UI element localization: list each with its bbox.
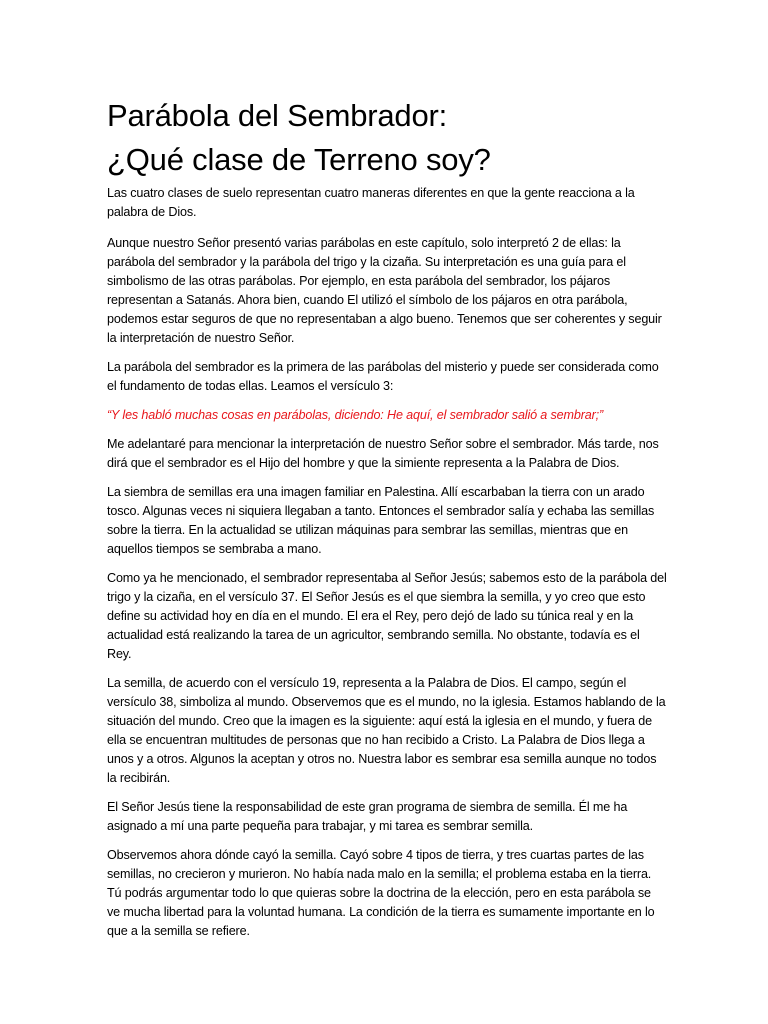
paragraph-sower-jesus: Como ya he mencionado, el sembrador representaba al Señor Jesús; sabemos esto de la parábola del trigo y la cizaña, en el versículo 37. El Señor Jesús es el que siembra la semilla, y yo creo que esto define su actividad hoy en día en el mundo. El era el Rey, pero dejó de lado su túnica real y en la actualidad está realizando la tarea de un agricultor, sembrando semilla. No obstante, todavía es el Rey. [107, 571, 667, 661]
title-line-1: Parábola del Sembrador: [107, 98, 448, 133]
paragraph-sowing-palestine: La siembra de semillas era una imagen familiar en Palestina. Allí escarbaban la tierra con un arado tosco. Algunas veces ni siquiera llegaban a tanto. Entonces el sembrador salía y echaba las semillas sobre la tierra. En la actualidad se utilizan máquinas para sembrar las semillas, mientras que en aquellos tiempos se sembraba a mano. [107, 485, 655, 556]
paragraph-intro: Las cuatro clases de suelo representan cuatro maneras diferentes en que la gente reacciona a la palabra de Dios. [107, 186, 635, 219]
paragraph-four-soils: Observemos ahora dónde cayó la semilla. Cayó sobre 4 tipos de tierra, y tres cuartas partes de las semillas, no crecieron y murieron. No había nada malo en la semilla; el problema estaba en la tierra. Tú podrás argumentar todo lo que quieras sobre la doctrina de la elección, pero en esta parábola se ve mucha libertad para la voluntad humana. La condición de la tierra es sumamente importante en lo que a la semilla se refiere. [107, 848, 655, 938]
paragraph-responsibility: El Señor Jesús tiene la responsabilidad de este gran programa de siembra de semilla. Él me ha asignado a mí una parte pequeña para trabajar, y mi tarea es sembrar semilla. [107, 800, 628, 833]
paragraph-mystery-parables: La parábola del sembrador es la primera de las parábolas del misterio y puede ser considerada como el fundamento de todas ellas. Leamos el versículo 3: [107, 360, 659, 393]
paragraph-seed-word: La semilla, de acuerdo con el versículo 19, representa a la Palabra de Dios. El campo, según el versículo 38, simboliza al mundo. Observemos que es el mundo, no la iglesia. Estamos hablando de la situación del mundo. Creo que la imagen es la siguiente: aquí está la iglesia en el mundo, y fuera de ella se encuentran multitudes de personas que no han recibido a Cristo. La Palabra de Dios llega a unos y a otros. Algunos la aceptan y otros no. Nuestra labor es sembrar esa semilla aunque no todos la recibirán. [107, 676, 666, 785]
document-title [107, 94, 667, 182]
title-line-2: ¿Qué clase de Terreno soy? [107, 142, 491, 177]
document-page [107, 94, 667, 951]
paragraph-sower-interpretation: Me adelantaré para mencionar la interpretación de nuestro Señor sobre el sembrador. Más tarde, nos dirá que el sembrador es el Hijo del hombre y que la simiente representa a la Palabra de Dios. [107, 437, 659, 470]
paragraph-interpretation: Aunque nuestro Señor presentó varias parábolas en este capítulo, solo interpretó 2 de ellas: la parábola del sembrador y la parábola del trigo y la cizaña. Su interpretación es una guía para el simbolismo de las otras parábolas. Por ejemplo, en esta parábola del sembrador, los pájaros representan a Satanás. Ahora bien, cuando El utilizó el símbolo de los pájaros en otra parábola, podemos estar seguros de que no representaban a algo bueno. Tenemos que ser coherentes y seguir la interpretación de nuestro Señor. [107, 236, 662, 345]
bible-quote-verse-3: “Y les habló muchas cosas en parábolas, diciendo: He aquí, el sembrador salió a sembrar;” [107, 408, 604, 422]
